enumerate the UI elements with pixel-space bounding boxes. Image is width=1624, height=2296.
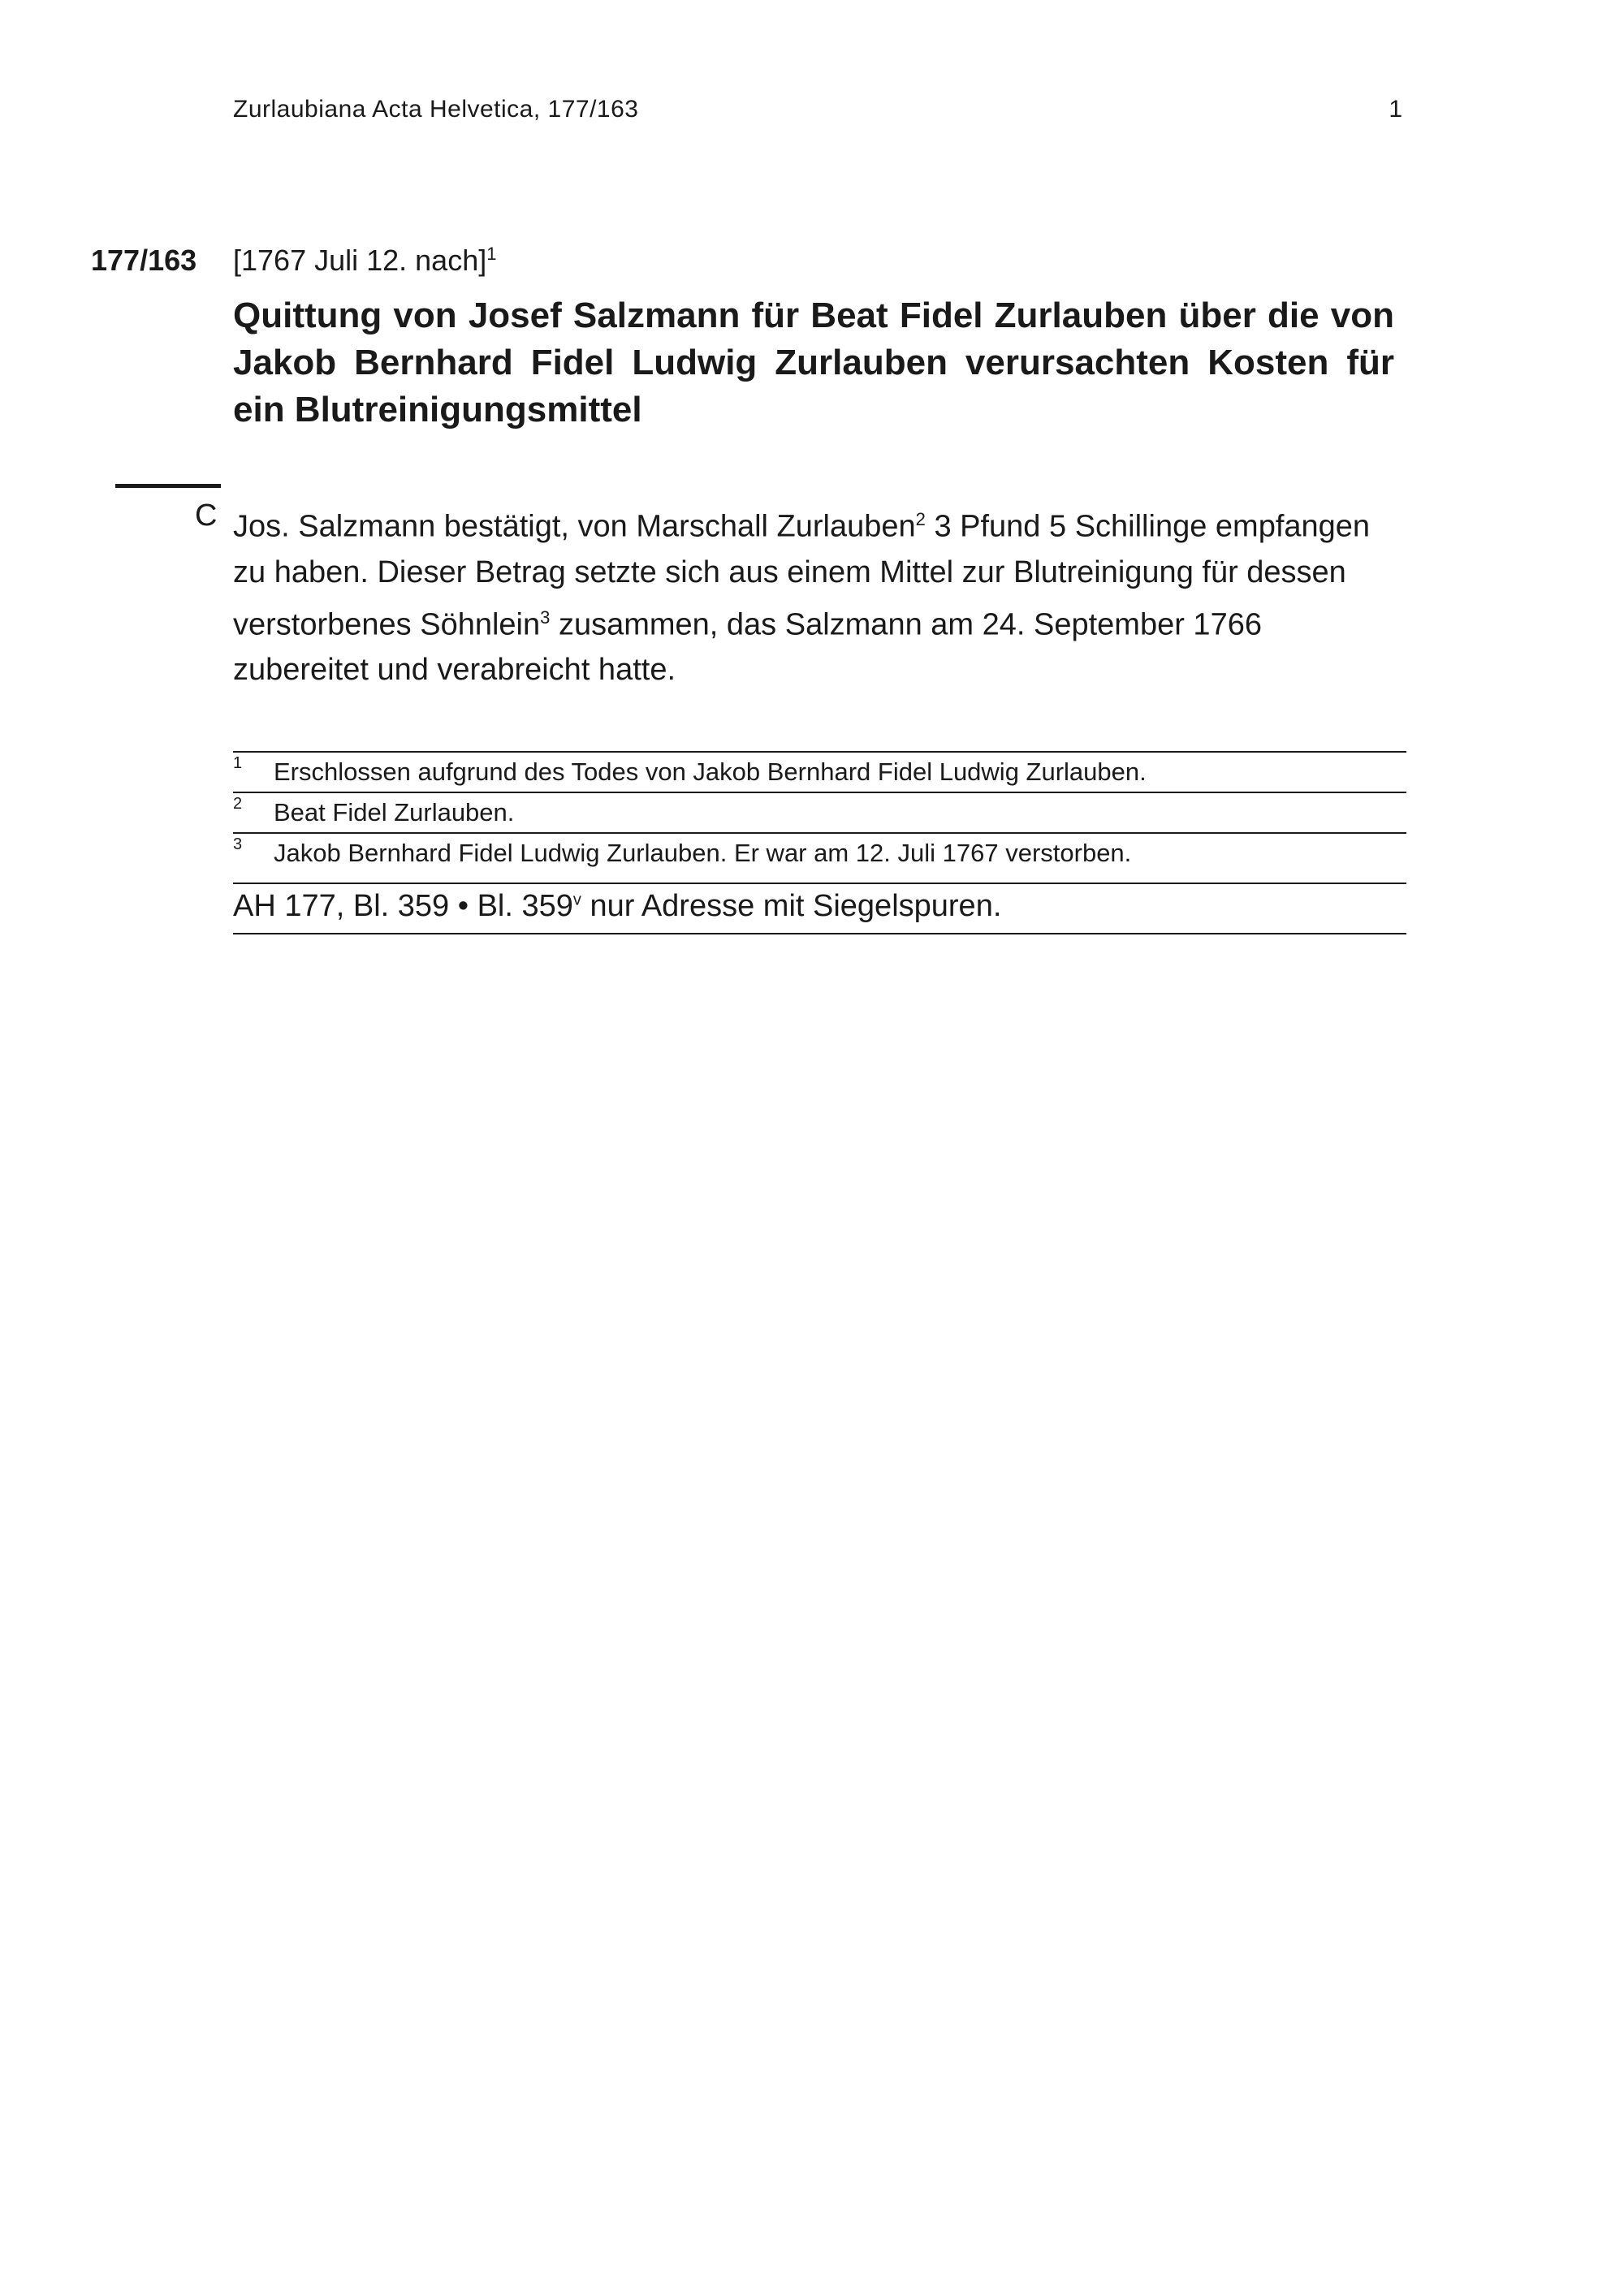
- footnote-number: 1: [233, 754, 243, 772]
- section-marker-letter: C: [195, 498, 218, 533]
- footnote-number: 2: [233, 795, 243, 813]
- footnote-text: Beat Fidel Zurlauben.: [274, 798, 515, 826]
- regest-text-3: zusammen, das Salzmann am 24. September 1766 zubereitet und verabreicht hatte.: [233, 607, 1262, 688]
- verso-mark: v: [572, 891, 581, 909]
- footnote-number: 3: [233, 835, 243, 853]
- source-part-2: nur Adresse mit Siegelspuren.: [581, 889, 1002, 923]
- footnote-text: Erschlossen aufgrund des Todes von Jakob Bernhard Fidel Ludwig Zurlauben.: [274, 757, 1147, 786]
- footnote-1: [233, 751, 1406, 792]
- footnote-2: [233, 792, 1406, 832]
- source-reference: [233, 883, 1406, 934]
- footnote-text: Jakob Bernhard Fidel Ludwig Zurlauben. Er war am 12. Juli 1767 verstorben.: [274, 839, 1132, 867]
- source-part-1: AH 177, Bl. 359 • Bl. 359: [233, 889, 573, 923]
- regest-text-1: Jos. Salzmann bestätigt, von Marschall Zurlauben: [233, 509, 916, 544]
- document-number: 177/163: [91, 244, 197, 277]
- regest-text-2: 3 Pfund 5 Schillinge empfangen zu haben. Dieser Betrag setzte sich aus einem Mittel zur Blutreinigung für dessen verstorbenes Söhnlein: [233, 509, 1371, 642]
- footnote-3: [233, 832, 1406, 873]
- document-title: Quittung von Josef Salzmann für Beat Fidel Zurlauben über die von Jakob Bernhard Fidel Ludwig Zurlauben verursachten Kosten für ein Blutreinigungsmittel: [233, 296, 1394, 429]
- source-text: [233, 889, 1001, 924]
- section-marker-rule: [115, 484, 221, 488]
- footnote-ref-1[interactable]: 1: [486, 244, 497, 264]
- footnote-ref-3[interactable]: 3: [540, 606, 551, 628]
- running-title: Zurlaubiana Acta Helvetica, 177/163: [233, 96, 639, 123]
- date-text: [1767 Juli 12. nach]: [233, 244, 487, 277]
- page-number: 1: [1389, 96, 1402, 123]
- document-date: [233, 244, 496, 278]
- regest-paragraph: [233, 497, 1394, 693]
- footnote-ref-2[interactable]: 2: [915, 509, 926, 529]
- footnotes-section: [233, 751, 1406, 934]
